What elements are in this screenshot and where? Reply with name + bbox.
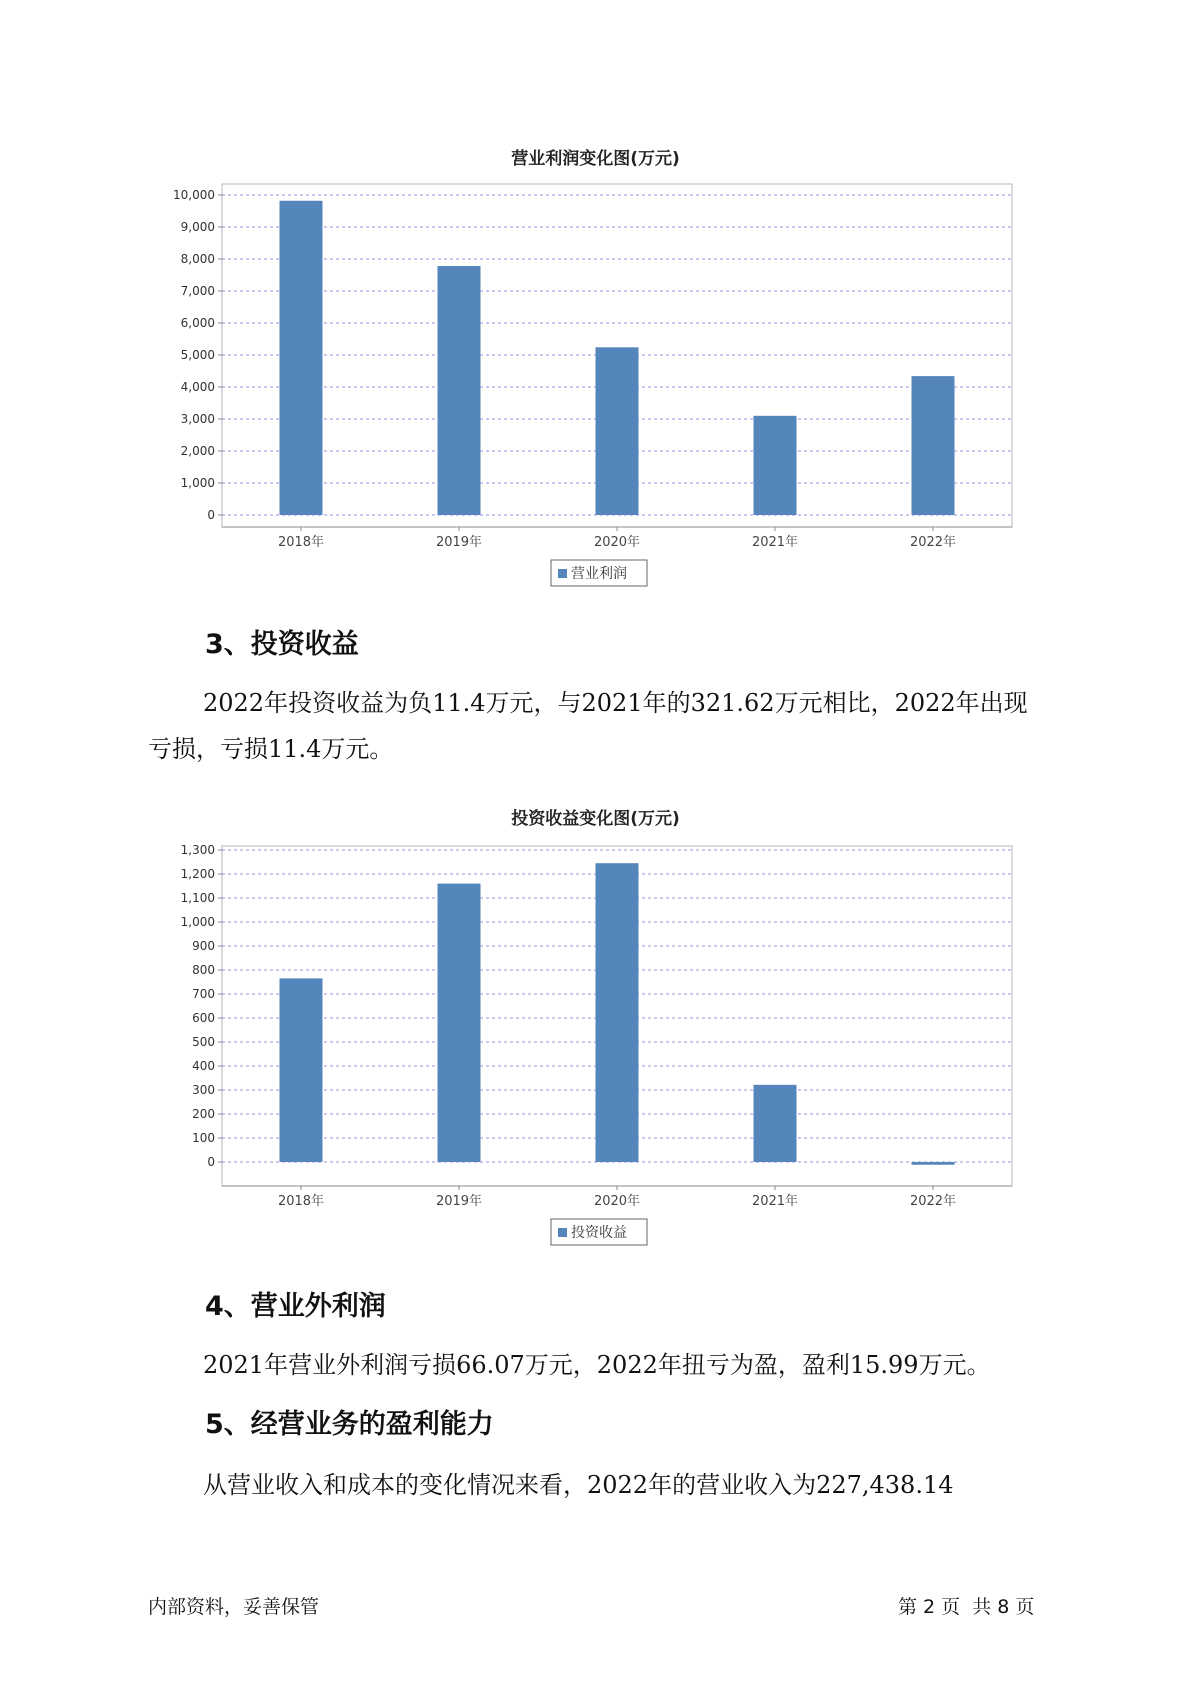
legend-swatch (558, 1228, 567, 1237)
x-tick-label: 2019年 (435, 1194, 483, 1209)
section5-heading: 5、经营业务的盈利能力 (205, 1409, 494, 1440)
bar (280, 201, 323, 515)
x-tick-label: 2021年 (751, 535, 799, 550)
x-tick-label: 2020年 (593, 535, 641, 550)
section3-paragraph: 2022年投资收益为负11.4万元，与2021年的321.62万元相比，2022年出现亏损，亏损11.4万元。 (148, 689, 1028, 763)
bar (754, 1085, 797, 1162)
x-tick-label: 2022年 (909, 535, 957, 550)
y-tick-label: 5,000 (180, 348, 215, 362)
y-tick-label: 400 (192, 1059, 215, 1073)
section3-heading: 3、投资收益 (205, 629, 359, 660)
y-tick-label: 10,000 (173, 188, 215, 202)
y-tick-label: 1,200 (180, 867, 215, 881)
y-tick-label: 9,000 (180, 220, 215, 234)
bar (596, 863, 639, 1162)
y-tick-label: 8,000 (180, 252, 215, 266)
x-tick-label: 2020年 (593, 1194, 641, 1209)
y-tick-label: 0 (207, 508, 215, 522)
operating-profit-chart (0, 170, 1191, 590)
footer-confidential-note: 内部资料，妥善保管 (148, 1596, 320, 1618)
legend-label: 营业利润 (571, 566, 627, 582)
chart2-title: 投资收益变化图(万元) (511, 809, 680, 829)
x-tick-label: 2022年 (909, 1194, 957, 1209)
y-tick-label: 1,000 (180, 915, 215, 929)
y-tick-label: 700 (192, 987, 215, 1001)
y-tick-label: 100 (192, 1131, 215, 1145)
bar (280, 978, 323, 1162)
y-tick-label: 6,000 (180, 316, 215, 330)
y-tick-label: 200 (192, 1107, 215, 1121)
y-tick-label: 0 (207, 1155, 215, 1169)
x-tick-label: 2018年 (277, 1194, 325, 1209)
legend-swatch (558, 569, 567, 578)
x-tick-label: 2019年 (435, 535, 483, 550)
y-tick-label: 1,300 (180, 843, 215, 857)
bar (438, 884, 481, 1162)
footer-page-number: 第 2 页 共 8 页 (898, 1596, 1035, 1618)
bar (912, 376, 955, 515)
y-tick-label: 1,100 (180, 891, 215, 905)
y-tick-label: 500 (192, 1035, 215, 1049)
y-tick-label: 3,000 (180, 412, 215, 426)
y-tick-label: 900 (192, 939, 215, 953)
investment-income-chart (0, 830, 1191, 1250)
section4-paragraph: 2021年营业外利润亏损66.07万元，2022年扭亏为盈，盈利15.99万元。 (203, 1351, 991, 1379)
y-tick-label: 300 (192, 1083, 215, 1097)
bar (912, 1162, 955, 1165)
bar (438, 266, 481, 515)
bar (754, 416, 797, 515)
x-tick-label: 2018年 (277, 535, 325, 550)
legend-label: 投资收益 (571, 1225, 627, 1241)
y-tick-label: 600 (192, 1011, 215, 1025)
chart1-title: 营业利润变化图(万元) (511, 149, 680, 169)
section5-paragraph: 从营业收入和成本的变化情况来看，2022年的营业收入为227,438.14 (203, 1471, 954, 1499)
y-tick-label: 800 (192, 963, 215, 977)
y-tick-label: 7,000 (180, 284, 215, 298)
y-tick-label: 2,000 (180, 444, 215, 458)
section4-heading: 4、营业外利润 (205, 1291, 386, 1322)
y-tick-label: 4,000 (180, 380, 215, 394)
bar (596, 347, 639, 515)
y-tick-label: 1,000 (180, 476, 215, 490)
x-tick-label: 2021年 (751, 1194, 799, 1209)
